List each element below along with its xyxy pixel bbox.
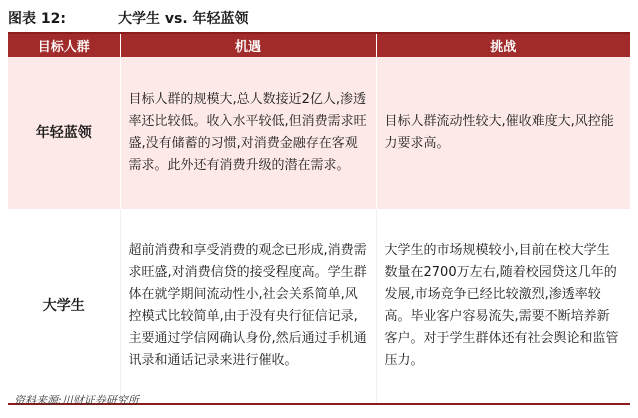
challenge-cell: 目标人群流动性较大,催收难度大,风控能力要求高。: [376, 57, 630, 209]
row-group-label: 大学生: [8, 209, 120, 403]
column-header-challenge: 挑战: [376, 34, 630, 57]
column-header-group: 目标人群: [8, 34, 120, 57]
source-note: 资料来源:川财证券研究所: [14, 394, 139, 407]
row-group-label: 年轻蓝领: [8, 57, 120, 209]
comparison-table: [8, 32, 630, 405]
figure-title-row: [8, 6, 630, 30]
challenge-cell: 大学生的市场规模较小,目前在校大学生数量在2700万左右,随着校园贷这几年的发展,市场竞争已经比较激烈,渗透率较高。毕业客户容易流失,需要不断培养新客户。对于学生群体还有社会舆论和监管压力。: [376, 209, 630, 403]
table-header-row: [8, 34, 630, 57]
opportunity-cell: 超前消费和享受消费的观念已形成,消费需求旺盛,对消费信贷的接受程度高。学生群体在就学期间流动性小,社会关系简单,风控模式比较简单,由于没有央行征信记录,主要通过学信网确认身份,然后通过手机通讯录和通话记录来进行催收。: [120, 209, 376, 403]
table-row: [8, 57, 630, 209]
opportunity-cell: 目标人群的规模大,总人数接近2亿人,渗透率还比较低。收入水平较低,但消费需求旺盛,没有储蓄的习惯,对消费金融存在客观需求。此外还有消费升级的潜在需求。: [120, 57, 376, 209]
column-header-opportunity: 机遇: [120, 34, 376, 57]
figure-label: 图表 12:: [8, 11, 66, 27]
table-row: [8, 209, 630, 403]
figure-title: 大学生 vs. 年轻蓝领: [118, 11, 249, 27]
